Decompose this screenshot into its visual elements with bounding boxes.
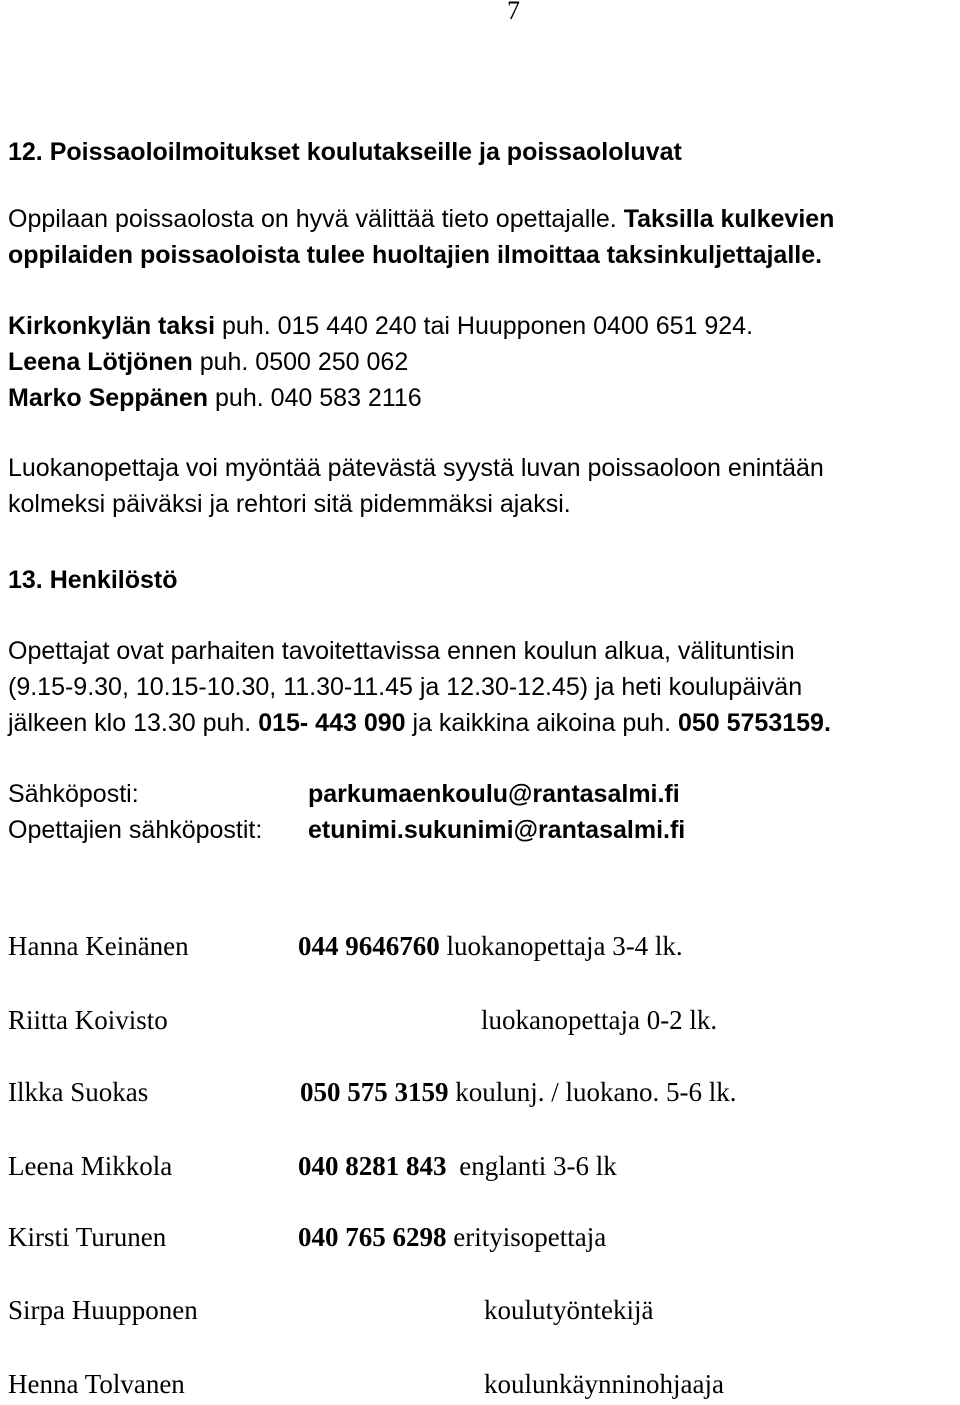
staff-phone: 040 8281 843 (298, 1151, 447, 1181)
staff-name: Ilkka Suokas (8, 1077, 149, 1107)
paragraph-2-line-2: kolmeksi päiväksi ja rehtori sitä pidemmäksi ajaksi. (8, 490, 571, 518)
staff-role: koulunj. / luokano. 5-6 lk. (455, 1077, 737, 1107)
staff-role: englanti 3-6 lk (459, 1151, 617, 1181)
availability-line-1: Opettajat ovat parhaiten tavoitettavissa ennen koulun alkua, välituntisin (8, 637, 795, 665)
taxi-3-contact: puh. 040 583 2116 (215, 384, 422, 412)
staff-details (298, 1151, 617, 1182)
staff-name: Leena Mikkola (8, 1151, 173, 1181)
staff-phone: 044 9646760 (298, 931, 440, 961)
availability-text-b: ja kaikkina aikoina puh. (412, 709, 672, 737)
staff-name: Hanna Keinänen (8, 931, 189, 961)
availability-line-2: (9.15-9.30, 10.15-10.30, 11.30-11.45 ja 12.30-12.45) ja heti koulupäivän (8, 673, 803, 701)
staff-name: Kirsti Turunen (8, 1222, 167, 1252)
section-12-heading: 12. Poissaoloilmoitukset koulutakseille ja poissaololuvat (8, 138, 682, 166)
staff-name: Sirpa Huupponen (8, 1295, 198, 1325)
paragraph-2-line-1: Luokanopettaja voi myöntää pätevästä syystä luvan poissaoloon enintään (8, 454, 824, 482)
staff-role: erityisopettaja (453, 1222, 607, 1252)
teachers-email[interactable]: etunimi.sukunimi@rantasalmi.fi (308, 816, 686, 844)
taxi-2-name: Leena Lötjönen (8, 348, 193, 376)
email-label: Sähköposti: (8, 780, 139, 808)
page-number: 7 (507, 0, 520, 25)
paragraph-1-line-2: oppilaiden poissaoloista tulee huoltajien ilmoittaa taksinkuljettajalle. (8, 241, 823, 269)
taxi-line-1 (8, 312, 753, 341)
staff-role: koulunkäynninohjaaja (484, 1369, 724, 1399)
staff-details (300, 1077, 736, 1108)
section-13-heading: 13. Henkilöstö (8, 566, 178, 594)
staff-role: luokanopettaja 3-4 lk. (446, 931, 683, 961)
staff-role: luokanopettaja 0-2 lk. (481, 1005, 718, 1035)
availability-text-a: jälkeen klo 13.30 puh. (8, 709, 252, 737)
taxi-line-2 (8, 348, 408, 377)
taxi-1-contact: puh. 015 440 240 tai Huupponen 0400 651 924. (221, 312, 754, 340)
staff-role: koulutyöntekijä (484, 1295, 654, 1325)
paragraph-1-line-1 (8, 205, 834, 234)
staff-details (298, 1222, 606, 1253)
taxi-1-name: Kirkonkylän taksi (8, 312, 216, 340)
taxi-3-name: Marko Seppänen (8, 384, 209, 412)
staff-phone: 040 765 6298 (298, 1222, 447, 1252)
taxi-2-contact: puh. 0500 250 062 (199, 348, 409, 376)
staff-details (298, 931, 683, 962)
paragraph-1-regular-text: Oppilaan poissaolosta on hyvä välittää tieto opettajalle. (8, 205, 617, 233)
staff-phone: 050 575 3159 (300, 1077, 449, 1107)
availability-line-3 (8, 709, 831, 738)
taxi-line-3 (8, 384, 422, 413)
school-phone: 015- 443 090 (258, 709, 406, 737)
staff-name: Henna Tolvanen (8, 1369, 185, 1399)
school-email[interactable]: parkumaenkoulu@rantasalmi.fi (308, 780, 680, 808)
paragraph-1-bold-text: Taksilla kulkevien (623, 205, 835, 233)
teachers-email-label: Opettajien sähköpostit: (8, 816, 263, 844)
staff-name: Riitta Koivisto (8, 1005, 168, 1035)
mobile-phone: 050 5753159. (677, 709, 831, 737)
